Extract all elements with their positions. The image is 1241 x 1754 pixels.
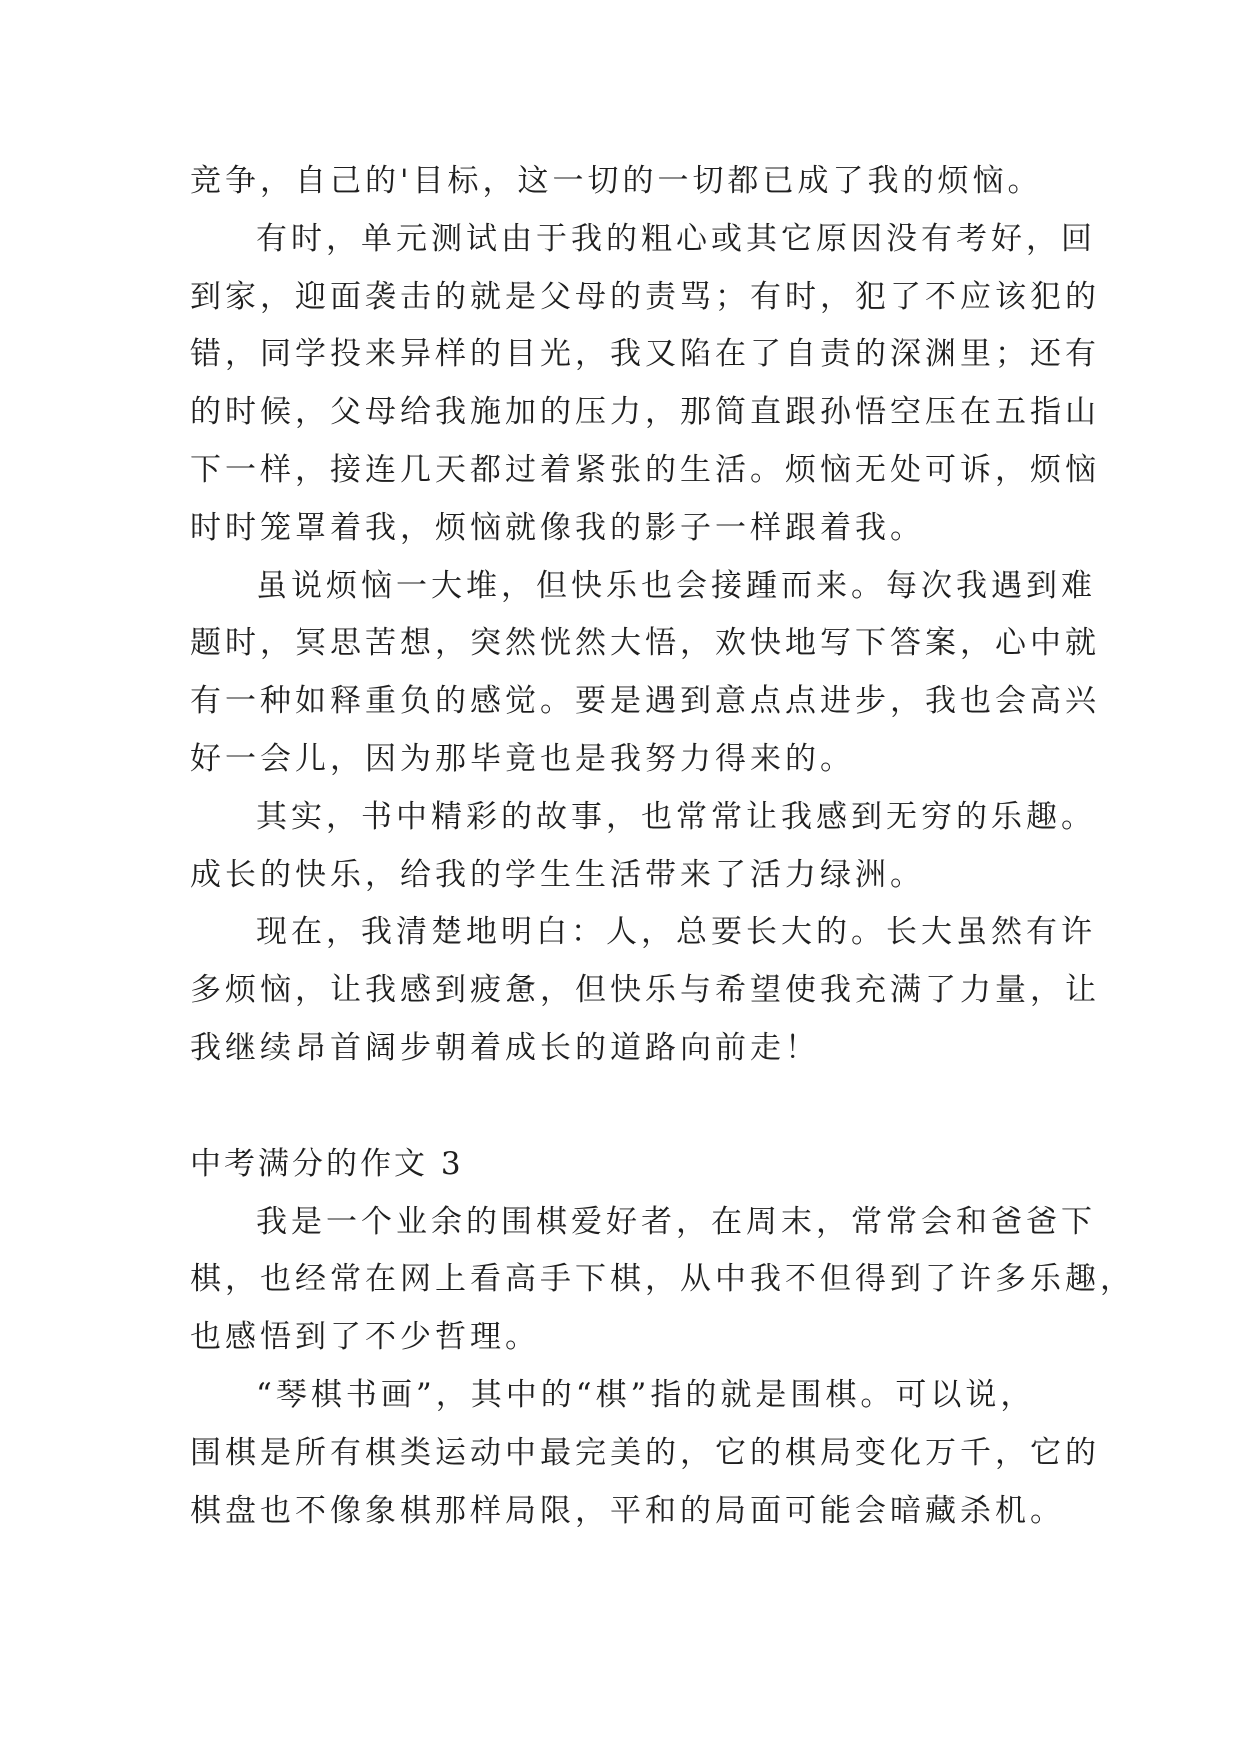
paragraph-line: 棋盘也不像象棋那样局限，平和的局面可能会暗藏杀机。 xyxy=(190,1492,1065,1529)
paragraph-line: 棋，也经常在网上看高手下棋，从中我不但得到了许多乐趣， xyxy=(190,1261,1135,1298)
section-spacer xyxy=(190,1078,1060,1136)
document-body xyxy=(190,153,1135,1540)
essay-title: 中考满分的作文 3 xyxy=(190,1145,464,1182)
paragraph-line: 也感悟到了不少哲理。 xyxy=(190,1319,540,1356)
paragraph-line: 虽说烦恼一大堆，但快乐也会接踵而来。每次我遇到难 xyxy=(256,567,1096,604)
paragraph-line: 现在，我清楚地明白：人，总要长大的。长大虽然有许 xyxy=(256,914,1096,951)
paragraph-line: 其实，书中精彩的故事，也常常让我感到无穷的乐趣。 xyxy=(256,798,1096,835)
paragraph-line: 时时笼罩着我，烦恼就像我的影子一样跟着我。 xyxy=(190,509,925,546)
paragraph-line: 围棋是所有棋类运动中最完美的，它的棋局变化万千，它的 xyxy=(190,1434,1100,1471)
paragraph-line: 多烦恼，让我感到疲惫，但快乐与希望使我充满了力量，让 xyxy=(190,972,1100,1009)
paragraph-line: 有一种如释重负的感觉。要是遇到意点点进步，我也会高兴 xyxy=(190,683,1100,720)
paragraph-line: “琴棋书画”，其中的“棋”指的就是围棋。可以说， xyxy=(256,1376,1036,1413)
paragraph-line: 我继续昂首阔步朝着成长的道路向前走！ xyxy=(190,1029,820,1066)
paragraph-line: 的时候，父母给我施加的压力，那简直跟孙悟空压在五指山 xyxy=(190,394,1100,431)
paragraph-line: 题时，冥思苦想，突然恍然大悟，欢快地写下答案，心中就 xyxy=(190,625,1100,662)
paragraph-line: 到家，迎面袭击的就是父母的责骂；有时，犯了不应该犯的 xyxy=(190,278,1100,315)
paragraph-line: 下一样，接连几天都过着紧张的生活。烦恼无处可诉，烦恼 xyxy=(190,451,1100,488)
paragraph-line: 错，同学投来异样的目光，我又陷在了自责的深渊里；还有 xyxy=(190,336,1100,373)
paragraph-line: 竞争，自己的'目标，这一切的一切都已成了我的烦恼。 xyxy=(190,163,1043,199)
paragraph-line: 我是一个业余的围棋爱好者，在周末，常常会和爸爸下 xyxy=(256,1203,1096,1240)
paragraph-line: 好一会儿，因为那毕竟也是我努力得来的。 xyxy=(190,740,855,777)
paragraph-line: 成长的快乐，给我的学生生活带来了活力绿洲。 xyxy=(190,856,925,893)
paragraph-line: 有时，单元测试由于我的粗心或其它原因没有考好，回 xyxy=(256,220,1096,257)
